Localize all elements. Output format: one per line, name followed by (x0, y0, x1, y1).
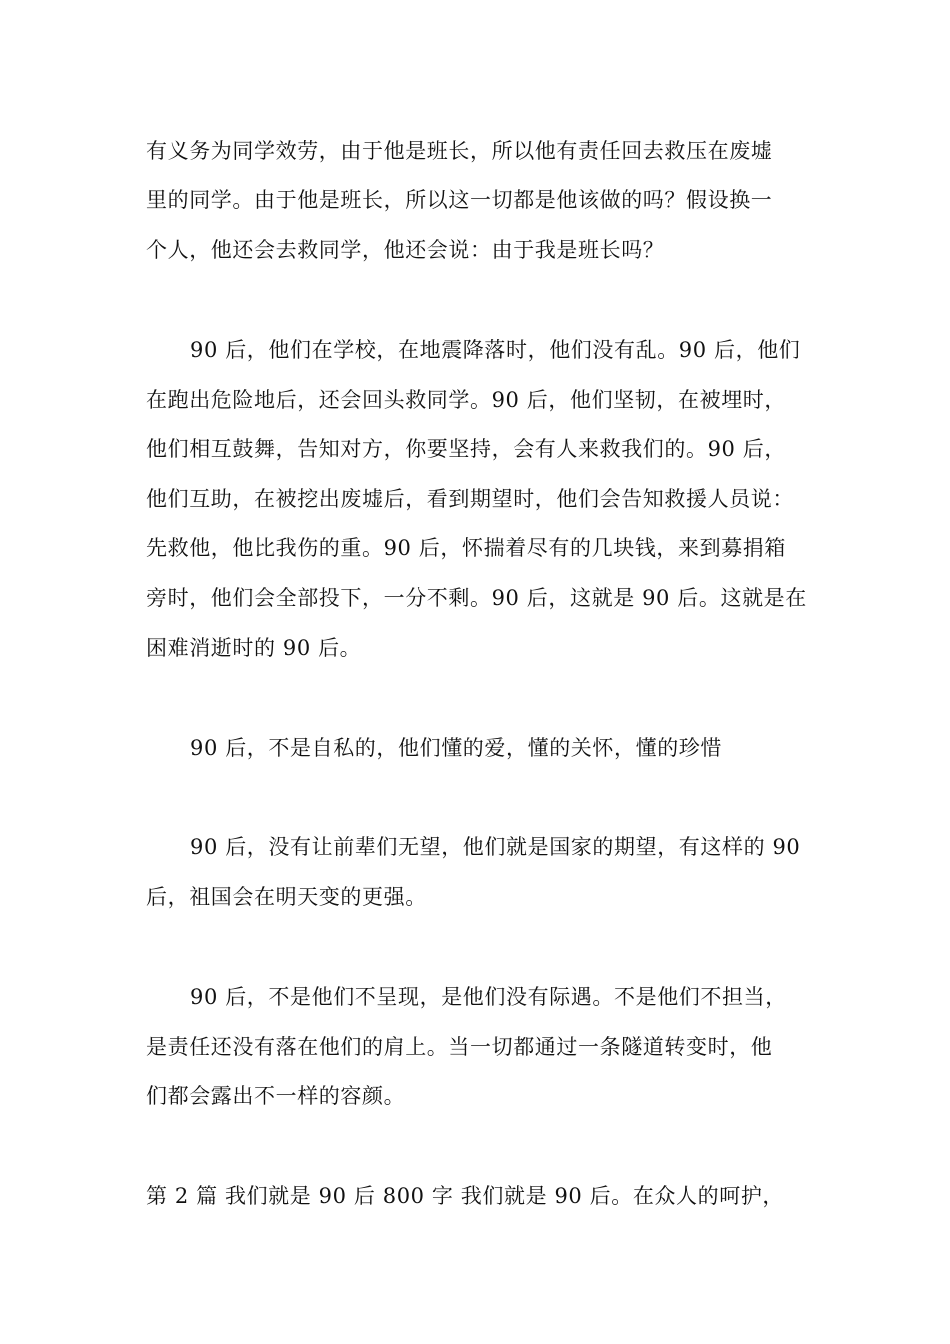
paragraph-line: 困难消逝时的 90 后。 (146, 636, 362, 660)
section-heading-line: 第 2 篇 我们就是 90 后 800 字 我们就是 90 后。在众人的呵护， (146, 1184, 785, 1208)
paragraph-line: 在跑出危险地后，还会回头救同学。90 后，他们坚韧，在被埋时， (146, 388, 786, 412)
paragraph-line: 他们互助，在被挖出废墟后，看到期望时，他们会告知救援人员说： (146, 487, 794, 511)
paragraph-line: 他们相互鼓舞，告知对方，你要坚持，会有人来救我们的。90 后， (146, 437, 786, 461)
paragraph-line: 90 后，没有让前辈们无望，他们就是国家的期望，有这样的 90 (190, 835, 801, 859)
paragraph-line: 先救他，他比我伤的重。90 后，怀揣着尽有的几块钱，来到募捐箱 (146, 536, 786, 560)
paragraph-line: 们都会露出不一样的容颜。 (146, 1084, 406, 1108)
paragraph-line: 旁时，他们会全部投下，一分不剩。90 后，这就是 90 后。这就是在 (146, 586, 807, 610)
paragraph-line: 个人，他还会去救同学，他还会说：由于我是班长吗？ (146, 238, 665, 262)
paragraph-line: 90 后，不是自私的，他们懂的爱，懂的关怀，懂的珍惜 (190, 736, 722, 760)
paragraph-line: 90 后，他们在学校，在地震降落时，他们没有乱。90 后，他们 (190, 338, 801, 362)
paragraph-line: 90 后，不是他们不呈现，是他们没有际遇。不是他们不担当， (190, 985, 787, 1009)
paragraph-line: 有义务为同学效劳，由于他是班长，所以他有责任回去救压在废墟 (146, 139, 773, 163)
paragraph-line: 是责任还没有落在他们的肩上。当一切都通过一条隧道转变时，他 (146, 1035, 773, 1059)
paragraph-line: 里的同学。由于他是班长，所以这一切都是他该做的吗？假设换一 (146, 188, 773, 212)
paragraph-line: 后，祖国会在明天变的更强。 (146, 885, 427, 909)
